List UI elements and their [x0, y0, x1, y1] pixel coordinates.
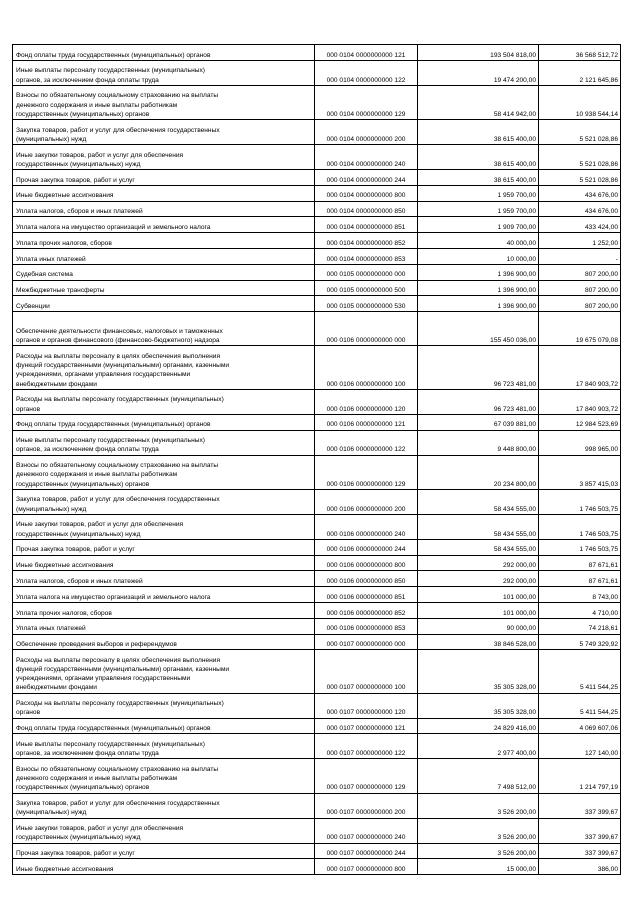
budget-code-cell: 000 0105 0000000000 000: [315, 264, 418, 280]
budget-code-cell: 000 0107 0000000000 120: [315, 693, 418, 718]
expense-name-cell: Иные бюджетные ассигнования: [13, 859, 315, 875]
executed-amount-cell: 87 671,61: [539, 555, 621, 571]
expense-name-cell: Судебная система: [13, 264, 315, 280]
approved-amount-cell: 1 396 900,00: [418, 296, 539, 312]
approved-amount-cell: 3 526 200,00: [418, 843, 539, 859]
budget-code-cell: 000 0106 0000000000 850: [315, 571, 418, 587]
budget-code-cell: 000 0104 0000000000 121: [315, 45, 418, 61]
expense-name-cell: Фонд оплаты труда государственных (муниципальных) органов: [13, 45, 315, 61]
executed-amount-cell: 74 218,61: [539, 618, 621, 634]
table-row: [13, 60, 621, 85]
executed-amount-cell: 433 424,00: [539, 217, 621, 233]
approved-amount-cell: 38 846 528,00: [418, 634, 539, 650]
budget-code-cell: 000 0107 0000000000 000: [315, 634, 418, 650]
approved-amount-cell: 90 000,00: [418, 618, 539, 634]
table-row: [13, 119, 621, 144]
expense-name-cell: Расходы на выплаты персоналу в целях обеспечения выполнения функций государственными (муниципальными) органами, казенными учреждениями, органами управления государственными внебюджетными фондами: [13, 650, 315, 693]
expense-name-cell: Уплата прочих налогов, сборов: [13, 602, 315, 618]
approved-amount-cell: 19 474 200,00: [418, 60, 539, 85]
budget-code-cell: 000 0106 0000000000 000: [315, 312, 418, 346]
table-row: [13, 555, 621, 571]
expense-name-cell: Уплата налогов, сборов и иных платежей: [13, 571, 315, 587]
table-row: [13, 587, 621, 603]
budget-code-cell: 000 0107 0000000000 129: [315, 759, 418, 793]
budget-code-cell: 000 0106 0000000000 240: [315, 514, 418, 539]
table-row: [13, 45, 621, 61]
table-row: [13, 634, 621, 650]
approved-amount-cell: 24 829 416,00: [418, 718, 539, 734]
executed-amount-cell: 807 200,00: [539, 296, 621, 312]
table-row: [13, 759, 621, 793]
budget-code-cell: 000 0104 0000000000 800: [315, 185, 418, 201]
expense-name-cell: Уплата налога на имущество организаций и земельного налога: [13, 587, 315, 603]
budget-code-cell: 000 0107 0000000000 800: [315, 859, 418, 875]
executed-amount-cell: 87 671,61: [539, 571, 621, 587]
executed-amount-cell: 12 984 523,69: [539, 414, 621, 430]
executed-amount-cell: 5 411 544,25: [539, 693, 621, 718]
budget-code-cell: 000 0106 0000000000 851: [315, 587, 418, 603]
expense-name-cell: Закупка товаров, работ и услуг для обеспечения государственных (муниципальных) нужд: [13, 489, 315, 514]
executed-amount-cell: 1 746 503,75: [539, 489, 621, 514]
expense-name-cell: Фонд оплаты труда государственных (муниципальных) органов: [13, 414, 315, 430]
expense-name-cell: Иные выплаты персоналу государственных (муниципальных) органов, за исключением фонда оплаты труда: [13, 60, 315, 85]
expense-name-cell: Обеспечение проведения выборов и референдумов: [13, 634, 315, 650]
expense-name-cell: Фонд оплаты труда государственных (муниципальных) органов: [13, 718, 315, 734]
budget-code-cell: 000 0107 0000000000 240: [315, 818, 418, 843]
executed-amount-cell: 10 938 544,14: [539, 85, 621, 119]
table-row: [13, 734, 621, 759]
executed-amount-cell: 337 399,67: [539, 818, 621, 843]
approved-amount-cell: 101 000,00: [418, 587, 539, 603]
table-row: [13, 489, 621, 514]
approved-amount-cell: 67 039 881,00: [418, 414, 539, 430]
budget-code-cell: 000 0104 0000000000 852: [315, 233, 418, 249]
expense-name-cell: Взносы по обязательному социальному страхованию на выплаты денежного содержания и иные выплаты работникам государственных (муниципальных) органов: [13, 85, 315, 119]
approved-amount-cell: 1 396 900,00: [418, 264, 539, 280]
approved-amount-cell: 58 414 942,00: [418, 85, 539, 119]
executed-amount-cell: 127 140,00: [539, 734, 621, 759]
table-row: [13, 718, 621, 734]
expense-name-cell: Иные закупки товаров, работ и услуг для обеспечения государственных (муниципальных) нужд: [13, 514, 315, 539]
budget-code-cell: 000 0104 0000000000 853: [315, 248, 418, 264]
table-row: [13, 144, 621, 169]
executed-amount-cell: 4 069 607,06: [539, 718, 621, 734]
budget-code-cell: 000 0107 0000000000 200: [315, 793, 418, 818]
table-row: [13, 514, 621, 539]
executed-amount-cell: 19 675 079,08: [539, 312, 621, 346]
budget-code-cell: 000 0105 0000000000 530: [315, 296, 418, 312]
executed-amount-cell: 434 676,00: [539, 185, 621, 201]
executed-amount-cell: 1 746 503,75: [539, 539, 621, 555]
executed-amount-cell: 1 746 503,75: [539, 514, 621, 539]
executed-amount-cell: 434 676,00: [539, 201, 621, 217]
executed-amount-cell: 807 200,00: [539, 280, 621, 296]
table-row: [13, 650, 621, 693]
budget-code-cell: 000 0104 0000000000 851: [315, 217, 418, 233]
budget-code-cell: 000 0106 0000000000 852: [315, 602, 418, 618]
table-row: [13, 169, 621, 185]
expense-name-cell: Иные закупки товаров, работ и услуг для обеспечения государственных (муниципальных) нужд: [13, 818, 315, 843]
executed-amount-cell: 386,00: [539, 859, 621, 875]
table-row: [13, 264, 621, 280]
table-row: [13, 859, 621, 875]
table-row: [13, 571, 621, 587]
expense-name-cell: Иные выплаты персоналу государственных (муниципальных) органов, за исключением фонда оплаты труда: [13, 734, 315, 759]
executed-amount-cell: 17 840 903,72: [539, 389, 621, 414]
budget-table-body: [13, 45, 621, 875]
executed-amount-cell: 1 252,00: [539, 233, 621, 249]
approved-amount-cell: 58 434 555,00: [418, 514, 539, 539]
table-row: [13, 618, 621, 634]
executed-amount-cell: 4 710,00: [539, 602, 621, 618]
executed-amount-cell: 998 965,00: [539, 430, 621, 455]
approved-amount-cell: 155 450 036,00: [418, 312, 539, 346]
budget-code-cell: 000 0107 0000000000 121: [315, 718, 418, 734]
approved-amount-cell: 40 000,00: [418, 233, 539, 249]
approved-amount-cell: 1 396 900,00: [418, 280, 539, 296]
budget-code-cell: 000 0106 0000000000 200: [315, 489, 418, 514]
expense-name-cell: Иные выплаты персоналу государственных (муниципальных) органов, за исключением фонда оплаты труда: [13, 430, 315, 455]
approved-amount-cell: 1 909 700,00: [418, 217, 539, 233]
budget-code-cell: 000 0104 0000000000 122: [315, 60, 418, 85]
executed-amount-cell: 807 200,00: [539, 264, 621, 280]
table-row: [13, 693, 621, 718]
budget-code-cell: 000 0104 0000000000 240: [315, 144, 418, 169]
table-row: [13, 312, 621, 346]
approved-amount-cell: 96 723 481,00: [418, 389, 539, 414]
executed-amount-cell: 337 399,67: [539, 793, 621, 818]
expense-name-cell: Закупка товаров, работ и услуг для обеспечения государственных (муниципальных) нужд: [13, 793, 315, 818]
executed-amount-cell: 2 121 645,86: [539, 60, 621, 85]
table-row: [13, 346, 621, 389]
budget-code-cell: 000 0106 0000000000 129: [315, 455, 418, 489]
budget-code-cell: 000 0106 0000000000 100: [315, 346, 418, 389]
table-row: [13, 248, 621, 264]
budget-code-cell: 000 0107 0000000000 122: [315, 734, 418, 759]
executed-amount-cell: 5 521 028,86: [539, 119, 621, 144]
executed-amount-cell: 1 214 797,19: [539, 759, 621, 793]
expense-name-cell: Уплата налогов, сборов и иных платежей: [13, 201, 315, 217]
executed-amount-cell: 337 399,67: [539, 843, 621, 859]
table-row: [13, 602, 621, 618]
table-row: [13, 233, 621, 249]
expense-name-cell: Расходы на выплаты персоналу государственных (муниципальных) органов: [13, 693, 315, 718]
expense-name-cell: Иные закупки товаров, работ и услуг для обеспечения государственных (муниципальных) нужд: [13, 144, 315, 169]
expense-name-cell: Взносы по обязательному социальному страхованию на выплаты денежного содержания и иные выплаты работникам государственных (муниципальных) органов: [13, 455, 315, 489]
approved-amount-cell: 38 615 400,00: [418, 144, 539, 169]
approved-amount-cell: 1 959 700,00: [418, 201, 539, 217]
table-row: [13, 280, 621, 296]
expense-name-cell: Субвенции: [13, 296, 315, 312]
approved-amount-cell: 38 615 400,00: [418, 119, 539, 144]
budget-code-cell: 000 0106 0000000000 122: [315, 430, 418, 455]
expense-name-cell: Прочая закупка товаров, работ и услуг: [13, 539, 315, 555]
expense-name-cell: Иные бюджетные ассигнования: [13, 555, 315, 571]
expense-name-cell: Уплата иных платежей: [13, 248, 315, 264]
approved-amount-cell: 193 504 818,00: [418, 45, 539, 61]
expense-name-cell: Межбюджетные трансферты: [13, 280, 315, 296]
table-row: [13, 389, 621, 414]
approved-amount-cell: 35 305 328,00: [418, 693, 539, 718]
table-row: [13, 217, 621, 233]
budget-code-cell: 000 0107 0000000000 244: [315, 843, 418, 859]
table-row: [13, 185, 621, 201]
approved-amount-cell: 292 000,00: [418, 571, 539, 587]
expense-name-cell: Уплата иных платежей: [13, 618, 315, 634]
table-row: [13, 414, 621, 430]
approved-amount-cell: 7 498 512,00: [418, 759, 539, 793]
table-row: [13, 430, 621, 455]
table-row: [13, 843, 621, 859]
executed-amount-cell: -: [539, 248, 621, 264]
approved-amount-cell: 1 959 700,00: [418, 185, 539, 201]
expense-name-cell: Прочая закупка товаров, работ и услуг: [13, 169, 315, 185]
approved-amount-cell: 3 526 200,00: [418, 793, 539, 818]
expense-name-cell: Расходы на выплаты персоналу в целях обеспечения выполнения функций государственными (муниципальными) органами, казенными учреждениями, органами управления государственными внебюджетными фондами: [13, 346, 315, 389]
expense-name-cell: Обеспечение деятельности финансовых, налоговых и таможенных органов и органов финансового (финансово-бюджетного) надзора: [13, 312, 315, 346]
table-row: [13, 455, 621, 489]
expense-name-cell: Иные бюджетные ассигнования: [13, 185, 315, 201]
executed-amount-cell: 3 857 415,03: [539, 455, 621, 489]
approved-amount-cell: 58 434 555,00: [418, 539, 539, 555]
budget-table: [12, 44, 621, 875]
budget-code-cell: 000 0104 0000000000 850: [315, 201, 418, 217]
executed-amount-cell: 5 749 329,92: [539, 634, 621, 650]
approved-amount-cell: 101 000,00: [418, 602, 539, 618]
expense-name-cell: Взносы по обязательному социальному страхованию на выплаты денежного содержания и иные выплаты работникам государственных (муниципальных) органов: [13, 759, 315, 793]
approved-amount-cell: 292 000,00: [418, 555, 539, 571]
expense-name-cell: Прочая закупка товаров, работ и услуг: [13, 843, 315, 859]
approved-amount-cell: 3 526 200,00: [418, 818, 539, 843]
executed-amount-cell: 36 568 512,72: [539, 45, 621, 61]
approved-amount-cell: 10 000,00: [418, 248, 539, 264]
approved-amount-cell: 58 434 555,00: [418, 489, 539, 514]
budget-code-cell: 000 0106 0000000000 800: [315, 555, 418, 571]
budget-code-cell: 000 0106 0000000000 244: [315, 539, 418, 555]
table-row: [13, 296, 621, 312]
expense-name-cell: Уплата налога на имущество организаций и земельного налога: [13, 217, 315, 233]
executed-amount-cell: 5 411 544,25: [539, 650, 621, 693]
budget-code-cell: 000 0104 0000000000 244: [315, 169, 418, 185]
executed-amount-cell: 17 840 903,72: [539, 346, 621, 389]
approved-amount-cell: 9 448 800,00: [418, 430, 539, 455]
expense-name-cell: Закупка товаров, работ и услуг для обеспечения государственных (муниципальных) нужд: [13, 119, 315, 144]
approved-amount-cell: 15 000,00: [418, 859, 539, 875]
budget-code-cell: 000 0106 0000000000 121: [315, 414, 418, 430]
approved-amount-cell: 2 977 400,00: [418, 734, 539, 759]
approved-amount-cell: 20 234 800,00: [418, 455, 539, 489]
executed-amount-cell: 8 743,00: [539, 587, 621, 603]
expense-name-cell: Расходы на выплаты персоналу государственных (муниципальных) органов: [13, 389, 315, 414]
expense-name-cell: Уплата прочих налогов, сборов: [13, 233, 315, 249]
approved-amount-cell: 38 615 400,00: [418, 169, 539, 185]
executed-amount-cell: 5 521 028,86: [539, 169, 621, 185]
table-row: [13, 201, 621, 217]
budget-code-cell: 000 0106 0000000000 120: [315, 389, 418, 414]
table-row: [13, 818, 621, 843]
table-row: [13, 793, 621, 818]
budget-code-cell: 000 0104 0000000000 129: [315, 85, 418, 119]
budget-code-cell: 000 0106 0000000000 853: [315, 618, 418, 634]
table-row: [13, 539, 621, 555]
budget-code-cell: 000 0105 0000000000 500: [315, 280, 418, 296]
approved-amount-cell: 35 305 328,00: [418, 650, 539, 693]
table-row: [13, 85, 621, 119]
budget-code-cell: 000 0107 0000000000 100: [315, 650, 418, 693]
budget-code-cell: 000 0104 0000000000 200: [315, 119, 418, 144]
executed-amount-cell: 5 521 028,86: [539, 144, 621, 169]
approved-amount-cell: 96 723 481,00: [418, 346, 539, 389]
